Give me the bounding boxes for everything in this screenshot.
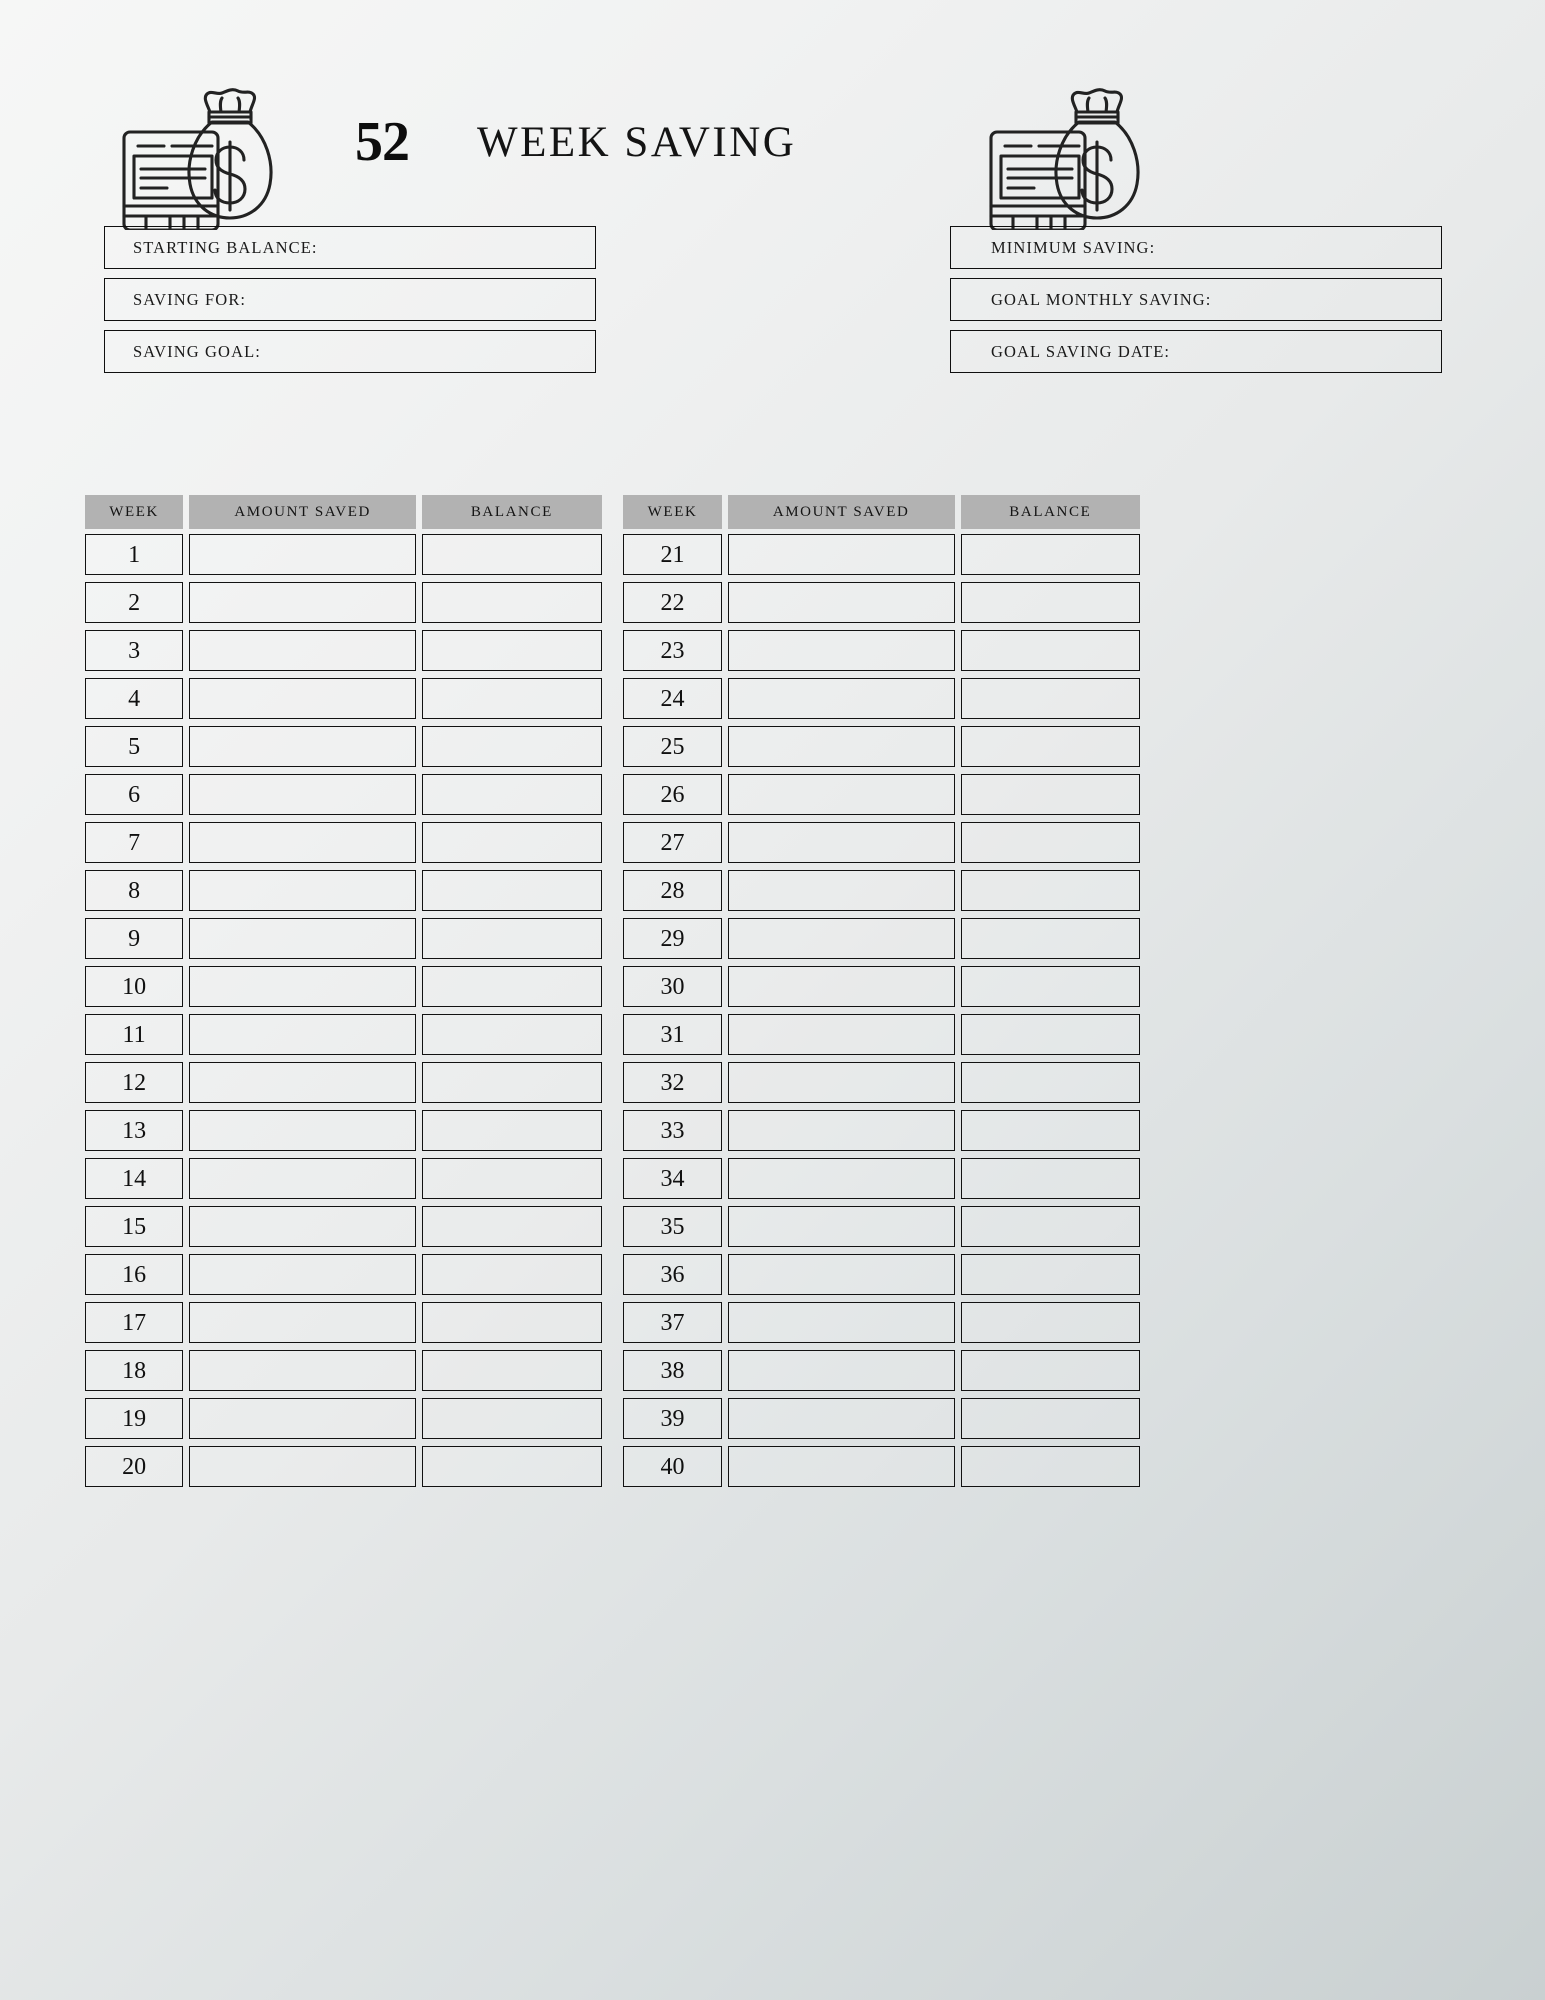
balance-cell[interactable] xyxy=(961,1446,1140,1487)
table-row xyxy=(85,1302,1140,1343)
week-number: 11 xyxy=(122,1021,146,1048)
week-cell xyxy=(85,1254,183,1295)
week-cell xyxy=(623,1062,721,1103)
summary-fields-right-column xyxy=(950,226,1442,373)
amount-saved-cell[interactable] xyxy=(728,534,955,575)
field-label: SAVING GOAL: xyxy=(133,341,261,361)
week-number: 29 xyxy=(660,925,685,952)
week-cell xyxy=(623,966,721,1007)
balance-cell[interactable] xyxy=(422,1446,601,1487)
week-number: 8 xyxy=(128,877,141,904)
week-cell xyxy=(623,726,721,767)
amount-saved-cell[interactable] xyxy=(189,1206,416,1247)
week-number: 21 xyxy=(660,541,685,568)
balance-cell[interactable] xyxy=(961,966,1140,1007)
amount-saved-cell[interactable] xyxy=(728,630,955,671)
week-cell xyxy=(85,1158,183,1199)
week-cell xyxy=(85,726,183,767)
balance-cell[interactable] xyxy=(961,1350,1140,1391)
balance-cell[interactable] xyxy=(961,1062,1140,1103)
balance-cell[interactable] xyxy=(422,1206,601,1247)
week-cell xyxy=(623,918,721,959)
week-number: 4 xyxy=(128,685,141,712)
week-cell xyxy=(623,1398,721,1439)
week-number: 26 xyxy=(660,781,685,808)
week-number: 10 xyxy=(122,973,147,1000)
amount-saved-cell[interactable] xyxy=(189,1398,416,1439)
week-cell xyxy=(85,1110,183,1151)
amount-saved-cell[interactable] xyxy=(728,870,955,911)
amount-saved-cell[interactable] xyxy=(728,678,955,719)
week-cell xyxy=(85,1446,183,1487)
field-saving-for[interactable] xyxy=(104,278,596,321)
amount-saved-cell[interactable] xyxy=(728,1254,955,1295)
amount-saved-cell[interactable] xyxy=(189,534,416,575)
table-row xyxy=(85,582,1140,623)
week-cell xyxy=(85,1350,183,1391)
column-header-amount-saved-left: AMOUNT SAVED xyxy=(189,495,416,529)
column-gap xyxy=(608,582,618,623)
week-number: 2 xyxy=(128,589,141,616)
week-number: 7 xyxy=(128,829,141,856)
column-gap xyxy=(608,678,618,719)
week-cell xyxy=(85,918,183,959)
summary-fields-left-column xyxy=(104,226,596,373)
column-header-amount-saved-right: AMOUNT SAVED xyxy=(728,495,955,529)
week-number: 13 xyxy=(122,1117,147,1144)
week-cell xyxy=(85,582,183,623)
balance-cell[interactable] xyxy=(422,1302,601,1343)
balance-cell[interactable] xyxy=(422,1110,601,1151)
balance-cell[interactable] xyxy=(422,678,601,719)
column-gap xyxy=(608,918,618,959)
table-row xyxy=(85,1254,1140,1295)
amount-saved-cell[interactable] xyxy=(189,774,416,815)
table-header-row xyxy=(85,495,1140,529)
table-row xyxy=(85,678,1140,719)
amount-saved-cell[interactable] xyxy=(189,1158,416,1199)
week-number: 23 xyxy=(660,637,685,664)
field-goal-monthly-saving[interactable] xyxy=(950,278,1442,321)
field-minimum-saving[interactable] xyxy=(950,226,1442,269)
amount-saved-cell[interactable] xyxy=(189,1014,416,1055)
column-gap xyxy=(608,870,618,911)
week-cell xyxy=(623,1158,721,1199)
week-cell xyxy=(623,1350,721,1391)
balance-cell[interactable] xyxy=(422,918,601,959)
amount-saved-cell[interactable] xyxy=(728,1350,955,1391)
balance-cell[interactable] xyxy=(961,870,1140,911)
column-gap xyxy=(608,966,618,1007)
column-header-balance-right: BALANCE xyxy=(961,495,1140,529)
balance-cell[interactable] xyxy=(961,918,1140,959)
table-row xyxy=(85,1206,1140,1247)
amount-saved-cell[interactable] xyxy=(728,1446,955,1487)
field-label: MINIMUM SAVING: xyxy=(991,237,1156,257)
field-starting-balance[interactable] xyxy=(104,226,596,269)
balance-cell[interactable] xyxy=(961,1302,1140,1343)
balance-cell[interactable] xyxy=(961,1110,1140,1151)
week-number: 12 xyxy=(122,1069,147,1096)
week-cell xyxy=(623,774,721,815)
savings-table xyxy=(85,495,1140,1487)
title-text: WEEK SAVING xyxy=(477,118,797,166)
column-gap xyxy=(608,1014,618,1055)
balance-cell[interactable] xyxy=(422,966,601,1007)
amount-saved-cell[interactable] xyxy=(189,1254,416,1295)
summary-fields xyxy=(104,226,1442,373)
week-cell xyxy=(623,678,721,719)
money-bag-and-banknote-icon xyxy=(108,70,298,230)
week-number: 38 xyxy=(660,1357,685,1384)
column-gap xyxy=(608,1446,618,1487)
week-cell xyxy=(85,1398,183,1439)
column-gap xyxy=(608,495,618,529)
table-row xyxy=(85,774,1140,815)
week-number: 33 xyxy=(660,1117,685,1144)
amount-saved-cell[interactable] xyxy=(728,1158,955,1199)
field-label: GOAL SAVING DATE: xyxy=(991,341,1171,361)
table-row xyxy=(85,630,1140,671)
balance-cell[interactable] xyxy=(961,1254,1140,1295)
amount-saved-cell[interactable] xyxy=(728,966,955,1007)
week-cell xyxy=(85,1014,183,1055)
week-cell xyxy=(85,1302,183,1343)
balance-cell[interactable] xyxy=(422,1062,601,1103)
week-number: 5 xyxy=(128,733,141,760)
week-number: 40 xyxy=(660,1453,685,1480)
table-body xyxy=(85,534,1140,1487)
week-number: 27 xyxy=(660,829,685,856)
amount-saved-cell[interactable] xyxy=(728,1206,955,1247)
week-cell xyxy=(85,630,183,671)
week-number: 22 xyxy=(660,589,685,616)
balance-cell[interactable] xyxy=(422,774,601,815)
week-number: 16 xyxy=(122,1261,147,1288)
week-cell xyxy=(623,1446,721,1487)
amount-saved-cell[interactable] xyxy=(189,822,416,863)
balance-cell[interactable] xyxy=(422,1350,601,1391)
table-row xyxy=(85,870,1140,911)
week-number: 18 xyxy=(122,1357,147,1384)
column-gap xyxy=(608,1302,618,1343)
column-gap xyxy=(608,774,618,815)
column-gap xyxy=(608,822,618,863)
amount-saved-cell[interactable] xyxy=(728,918,955,959)
week-cell xyxy=(623,1254,721,1295)
title-number: 52 xyxy=(355,111,409,173)
week-number: 15 xyxy=(122,1213,147,1240)
amount-saved-cell[interactable] xyxy=(189,630,416,671)
column-header-balance-left: BALANCE xyxy=(422,495,601,529)
week-cell xyxy=(85,966,183,1007)
week-number: 39 xyxy=(660,1405,685,1432)
amount-saved-cell[interactable] xyxy=(728,726,955,767)
week-number: 3 xyxy=(128,637,141,664)
page-header xyxy=(0,62,1545,227)
week-number: 9 xyxy=(128,925,141,952)
field-label: GOAL MONTHLY SAVING: xyxy=(991,289,1212,309)
balance-cell[interactable] xyxy=(961,1206,1140,1247)
week-cell xyxy=(623,870,721,911)
balance-cell[interactable] xyxy=(961,582,1140,623)
field-label: SAVING FOR: xyxy=(133,289,247,309)
amount-saved-cell[interactable] xyxy=(728,1014,955,1055)
week-number: 30 xyxy=(660,973,685,1000)
table-row xyxy=(85,1062,1140,1103)
week-cell xyxy=(85,534,183,575)
week-cell xyxy=(85,1206,183,1247)
week-cell xyxy=(623,1206,721,1247)
amount-saved-cell[interactable] xyxy=(728,774,955,815)
amount-saved-cell[interactable] xyxy=(189,726,416,767)
column-gap xyxy=(608,1254,618,1295)
amount-saved-cell[interactable] xyxy=(189,1110,416,1151)
week-cell xyxy=(623,1110,721,1151)
balance-cell[interactable] xyxy=(961,1158,1140,1199)
balance-cell[interactable] xyxy=(961,1398,1140,1439)
amount-saved-cell[interactable] xyxy=(189,1302,416,1343)
amount-saved-cell[interactable] xyxy=(189,870,416,911)
table-row xyxy=(85,966,1140,1007)
amount-saved-cell[interactable] xyxy=(189,1350,416,1391)
column-header-week-right: WEEK xyxy=(623,495,721,529)
column-gap xyxy=(608,1398,618,1439)
column-header-week-left: WEEK xyxy=(85,495,183,529)
balance-cell[interactable] xyxy=(422,1158,601,1199)
week-number: 17 xyxy=(122,1309,147,1336)
week-number: 19 xyxy=(122,1405,147,1432)
page-title xyxy=(355,102,825,182)
week-number: 6 xyxy=(128,781,141,808)
week-number: 34 xyxy=(660,1165,685,1192)
week-number: 32 xyxy=(660,1069,685,1096)
table-row xyxy=(85,1110,1140,1151)
week-number: 35 xyxy=(660,1213,685,1240)
table-row xyxy=(85,726,1140,767)
balance-cell[interactable] xyxy=(961,822,1140,863)
week-number: 37 xyxy=(660,1309,685,1336)
balance-cell[interactable] xyxy=(422,870,601,911)
balance-cell[interactable] xyxy=(961,774,1140,815)
amount-saved-cell[interactable] xyxy=(189,1062,416,1103)
column-gap xyxy=(608,1350,618,1391)
amount-saved-cell[interactable] xyxy=(189,1446,416,1487)
column-gap xyxy=(608,630,618,671)
amount-saved-cell[interactable] xyxy=(728,1110,955,1151)
table-row xyxy=(85,822,1140,863)
column-gap xyxy=(608,726,618,767)
week-cell xyxy=(623,582,721,623)
field-goal-saving-date[interactable] xyxy=(950,330,1442,373)
week-number: 25 xyxy=(660,733,685,760)
amount-saved-cell[interactable] xyxy=(728,1062,955,1103)
amount-saved-cell[interactable] xyxy=(189,678,416,719)
column-gap xyxy=(608,1206,618,1247)
table-row xyxy=(85,1398,1140,1439)
week-number: 14 xyxy=(122,1165,147,1192)
week-cell xyxy=(85,774,183,815)
balance-cell[interactable] xyxy=(961,678,1140,719)
balance-cell[interactable] xyxy=(961,630,1140,671)
week-cell xyxy=(85,678,183,719)
money-bag-and-banknote-icon xyxy=(975,70,1165,230)
balance-cell[interactable] xyxy=(961,726,1140,767)
table-row xyxy=(85,1446,1140,1487)
week-cell xyxy=(85,870,183,911)
amount-saved-cell[interactable] xyxy=(728,1398,955,1439)
balance-cell[interactable] xyxy=(422,1398,601,1439)
week-cell xyxy=(623,822,721,863)
week-number: 28 xyxy=(660,877,685,904)
table-row xyxy=(85,918,1140,959)
balance-cell[interactable] xyxy=(422,726,601,767)
balance-cell[interactable] xyxy=(422,534,601,575)
week-cell xyxy=(623,1014,721,1055)
balance-cell[interactable] xyxy=(422,1254,601,1295)
table-row xyxy=(85,1158,1140,1199)
week-cell xyxy=(623,534,721,575)
table-row xyxy=(85,1014,1140,1055)
amount-saved-cell[interactable] xyxy=(189,582,416,623)
amount-saved-cell[interactable] xyxy=(728,1302,955,1343)
week-number: 20 xyxy=(122,1453,147,1480)
field-label: STARTING BALANCE: xyxy=(133,237,318,257)
table-row xyxy=(85,1350,1140,1391)
week-number: 24 xyxy=(660,685,685,712)
column-gap xyxy=(608,534,618,575)
table-row xyxy=(85,534,1140,575)
week-number: 31 xyxy=(660,1021,685,1048)
balance-cell[interactable] xyxy=(422,630,601,671)
column-gap xyxy=(608,1110,618,1151)
week-cell xyxy=(85,1062,183,1103)
week-cell xyxy=(623,630,721,671)
amount-saved-cell[interactable] xyxy=(728,582,955,623)
balance-cell[interactable] xyxy=(422,1014,601,1055)
amount-saved-cell[interactable] xyxy=(189,966,416,1007)
week-number: 36 xyxy=(660,1261,685,1288)
balance-cell[interactable] xyxy=(961,534,1140,575)
week-number: 1 xyxy=(128,541,141,568)
week-cell xyxy=(623,1302,721,1343)
balance-cell[interactable] xyxy=(422,582,601,623)
week-cell xyxy=(85,822,183,863)
balance-cell[interactable] xyxy=(961,1014,1140,1055)
column-gap xyxy=(608,1158,618,1199)
balance-cell[interactable] xyxy=(422,822,601,863)
column-gap xyxy=(608,1062,618,1103)
amount-saved-cell[interactable] xyxy=(728,822,955,863)
amount-saved-cell[interactable] xyxy=(189,918,416,959)
field-saving-goal[interactable] xyxy=(104,330,596,373)
